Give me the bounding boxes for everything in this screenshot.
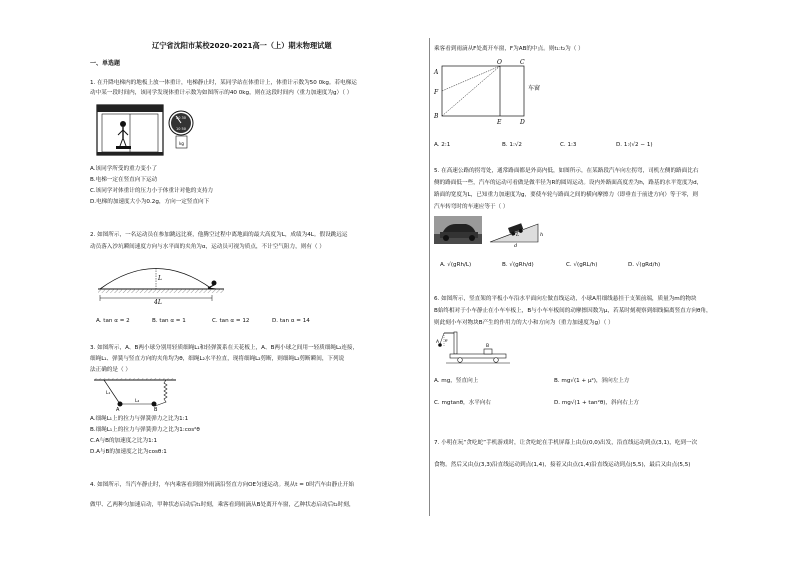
q2-line-2: 动员落入沙坑瞬间速度方向与水平面的夹角为α，运动员可视为质点，不计空气阻力，则有（ ） [90,244,325,250]
q1-option-c: C.该同学对体重计的压力小于体重计对他的支持力 [90,188,214,194]
springs-figure [92,378,178,412]
q2-option-b: B. tan α = 1 [152,318,186,324]
q3-line-2: 细绳L₁、弹簧与竖直方向的夹角均为θ，细绳L₂水平拉直，现将细绳L₂剪断，则细绳L₂剪断瞬间，下列说 [90,356,345,362]
page-title: 辽宁省沈阳市某校2020-2021高一（上）期末物理试题 [152,41,332,50]
q2-line-1: 2. 如图所示，一名运动员在参加跳远比赛，他腾空过程中离地面的最大高度为L，成绩为4L。假设跳远运 [90,232,348,238]
q6-line-3: 则此刻小车对物块B产生的作用力的大小和方向为（重力加速度为g）（ ） [434,320,614,326]
q3-option-b: B.细绳L₁上的拉力与弹簧弹力之比为1:cos²θ [90,427,200,433]
long-jump-figure [96,256,228,306]
q5-line-1: 5. 在高速公路的拐弯处，通常路面都是外高内低，如图所示，在某路段汽车向左拐弯，司机左侧的路面比右 [434,168,699,174]
q6-option-c: C. mgtanθ，水平向右 [434,400,492,406]
q4-option-d: D. 1:(√2 − 1) [616,142,653,148]
q4-label-b: B [434,113,439,120]
q2-width-label: 4L [154,299,162,306]
q5-line-3: 路面的宽度为L，已知重力加速度为g，要使车轮与路面之间的横向摩擦力（即垂直于前进方向）等于零，则 [434,192,698,198]
q6-theta-label: θ [445,338,448,343]
q5-label-d: d [514,243,518,249]
q2-option-a: A. tan α = 2 [96,318,130,324]
svg-text:10 50: 10 50 [175,127,187,131]
q2-height-label: L [158,275,162,282]
q4-label-c: C [520,59,525,66]
q1-option-b: B.电梯一定在竖直向下运动 [90,177,158,183]
q6-option-d: D. mg√(1 + tan²θ)，斜向右上方 [554,400,639,406]
q6-line-1: 6. 如图所示，竖直架的平板小车沿水平面向左做直线运动，小球A用细线悬挂于支架前端，质量为m的物块 [434,296,697,302]
car-photo-figure [434,216,482,244]
q4-line-1: 4. 如图所示，当汽车静止时，车内乘客看到窗外雨滴沿竖直方向OE匀速运动。现从t = 0时汽车由静止开始 [90,482,354,488]
svg-text:20 30: 20 30 [175,116,187,120]
elevator-figure [96,104,166,156]
q2-option-c: C. tan α = 12 [212,318,250,324]
q7-line-2: 食物。然后又由点(3,3)沿直线运动到点(1,4)，接着又由点(1,4)沿直线运动到点(5,5)，最后又由点(5,5) [434,462,691,468]
q3-option-a: A.细绳L₁上的拉力与弹簧弹力之比为1:1 [90,416,189,422]
q3-rope-l1-label: L₁ [106,391,111,396]
q7-line-1: 7. 小明在玩“贪吃蛇”手机游戏时，让贪吃蛇在手机屏幕上由点(0,0)出发，沿直线运动到点(3,1)，吃到一次 [434,440,698,446]
scale-unit-label: kg [179,141,184,146]
q4-window-label: 车窗 [528,85,541,92]
q1-option-a: A.该同学所受的重力变小了 [90,166,158,172]
q4-label-o: O [497,59,502,66]
q4-line-3: 乘客看到雨滴从F处离开车窗，F为AB的中点。则t₁:t₂为（ ） [434,46,584,52]
q2-option-d: D. tan α = 14 [272,318,310,324]
q3-rope-l2-label: L₂ [135,399,140,404]
q5-option-b: B. √(gRh/d) [502,262,534,268]
q6-line-2: B始终相对于小车静止在小车车板上，B与小车车板间的动摩擦因数为μ，若某时刻观察到细线偏离竖直方向θ角， [434,308,712,314]
q5-option-c: C. √(gRL/h) [566,262,598,268]
q4-line-2: 做甲、乙两种匀加速启动，甲种状态启动后t₁时刻，乘客看到雨滴从B处离开车窗，乙种状态启动后t₂时刻， [90,502,355,508]
q3-option-d: D.A与B的加速度之比为cosθ:1 [90,449,167,455]
q4-option-a: A. 2:1 [434,142,451,148]
q4-label-e: E [497,119,502,126]
banked-road-figure [486,216,546,249]
q6-option-b: B. mg√(1 + μ²)，斜向左上方 [554,378,630,384]
q3-line-3: 法正确的是（ ） [90,367,131,373]
q4-label-f: F [434,89,439,96]
q6-option-a: A. mg，竖直向上 [434,378,479,384]
q1-line-1: 1. 在升降电梯内的地板上放一体重计，电梯静止时，某同学站在体重计上，体重计示数为50 0kg。若电梯运 [90,80,357,86]
q3-option-c: C.A与B的加速度之比为1:1 [90,438,158,444]
q6-ball-a-label: A [436,340,440,345]
q3-line-1: 3. 如图所示，A、B两小球分别用轻质细绳L₁和轻弹簧系在天花板上，A、B两小球之间用一轻质细绳L₂连接， [90,345,359,351]
q4-label-d: D [520,119,525,126]
car-window-figure [434,60,544,126]
q5-label-h: h [540,232,544,238]
q3-ball-b-label: B [154,407,158,413]
q1-option-d: D.电梯的加速度大小为0.2g，方向一定竖直向下 [90,199,210,205]
q6-block-b-label: B [486,344,490,349]
q5-line-2: 侧的路面低一些，汽车的运动可看做是做半径为R的圆周运动。设内外路面高度差为h，路基的水平宽度为d， [434,180,703,186]
q3-ball-a-label: A [116,407,120,413]
cart-figure [436,330,512,364]
column-divider [429,38,430,516]
q5-label-l: L [516,232,520,238]
q1-line-2: 动中某一段时间内，该同学发现体重计示数为如图所示的40 0kg，则在这段时间内（重力加速度为g）（ ） [90,90,353,96]
q5-line-4: 汽车转弯时的车速应等于（ ） [434,204,509,210]
scale-dial-figure [168,110,196,150]
section-heading: 一、单选题 [90,60,121,67]
q4-option-c: C. 1:3 [560,142,577,148]
q4-option-b: B. 1:√2 [502,142,522,148]
q5-option-d: D. √(gRd/h) [628,262,661,268]
q4-label-a: A [434,69,439,76]
q5-option-a: A. √(gRh/L) [440,262,472,268]
